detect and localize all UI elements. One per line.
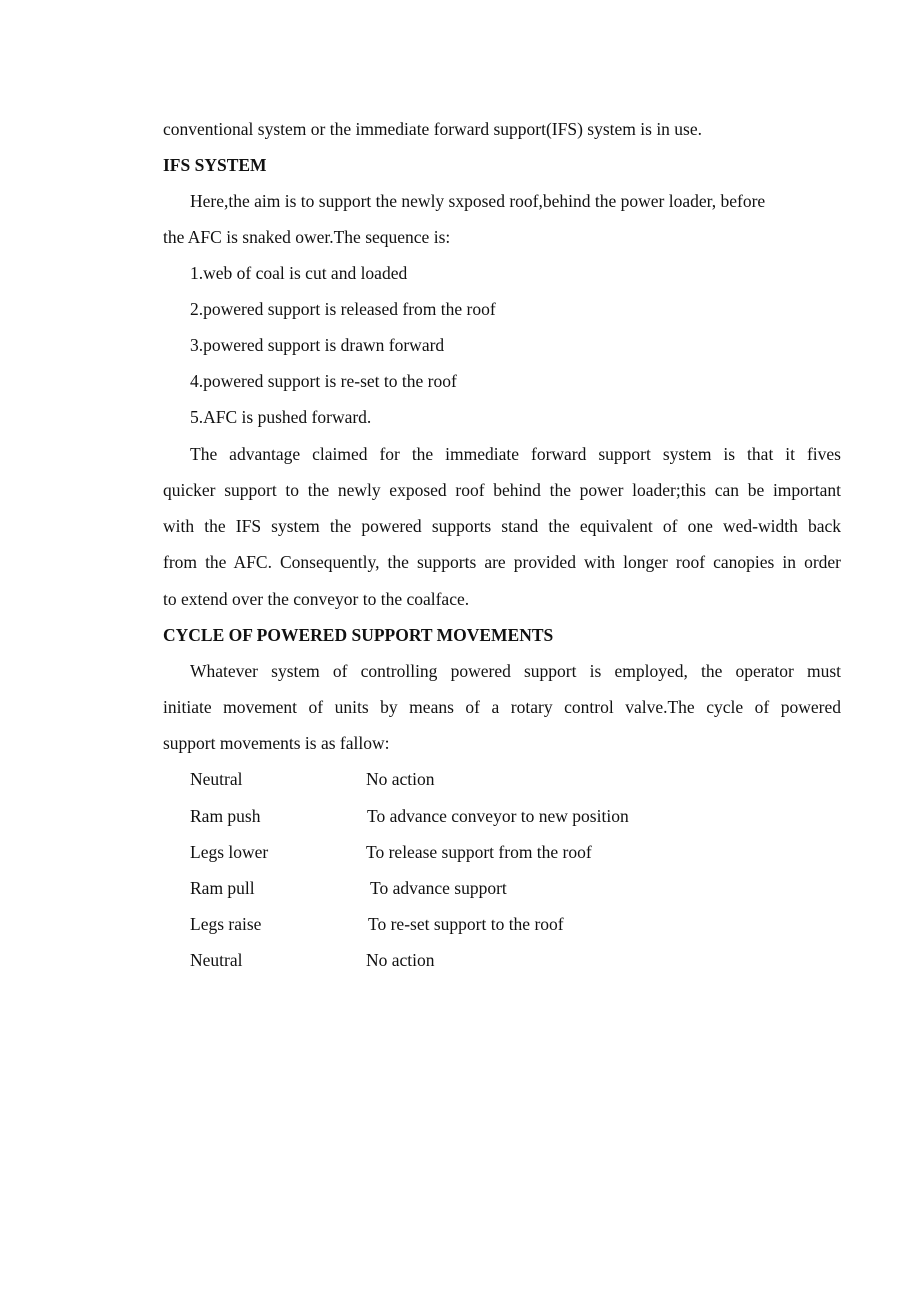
sequence-item: 4.powered support is re-set to the roof (190, 371, 457, 391)
movement-position: Ram push (190, 806, 261, 826)
ifs-paragraph-line-2: the AFC is snaked ower.The sequence is: (163, 227, 451, 247)
movement-action: To release support from the roof (366, 842, 592, 862)
movement-action: No action (366, 769, 435, 789)
advantage-paragraph-line: The advantage claimed for the immediate forward support system is that it fives (190, 444, 841, 464)
movement-position: Neutral (190, 950, 243, 970)
sequence-item: 2.powered support is released from the roof (190, 299, 496, 319)
advantage-paragraph-line: from the AFC. Consequently, the supports are provided with longer roof canopies in order (163, 552, 841, 572)
movement-position: Neutral (190, 769, 243, 789)
ifs-paragraph-line-1: Here,the aim is to support the newly sxposed roof,behind the power loader, before (190, 191, 766, 211)
movement-action: To re-set support to the roof (368, 914, 564, 934)
movement-position: Legs lower (190, 842, 269, 862)
movement-action: To advance support (370, 878, 507, 898)
movement-action: To advance conveyor to new position (367, 806, 629, 826)
cycle-paragraph-line: initiate movement of units by means of a rotary control valve.The cycle of powered (163, 697, 841, 717)
movement-position: Legs raise (190, 914, 262, 934)
movement-action: No action (366, 950, 435, 970)
advantage-paragraph-line: quicker support to the newly exposed roof behind the power loader;this can be important (163, 480, 841, 500)
advantage-paragraph-line: to extend over the conveyor to the coalface. (163, 589, 470, 609)
movement-position: Ram pull (190, 878, 255, 898)
sequence-item: 5.AFC is pushed forward. (190, 407, 372, 427)
advantage-paragraph-line: with the IFS system the powered supports stand the equivalent of one wed-width back (163, 516, 841, 536)
cycle-heading: CYCLE OF POWERED SUPPORT MOVEMENTS (163, 625, 554, 645)
sequence-item: 3.powered support is drawn forward (190, 335, 445, 355)
intro-line: conventional system or the immediate forward support(IFS) system is in use. (163, 119, 703, 139)
cycle-paragraph-line: Whatever system of controlling powered support is employed, the operator must (190, 661, 841, 681)
cycle-paragraph-line: support movements is as fallow: (163, 733, 390, 753)
sequence-item: 1.web of coal is cut and loaded (190, 263, 408, 283)
ifs-heading: IFS SYSTEM (163, 155, 267, 175)
